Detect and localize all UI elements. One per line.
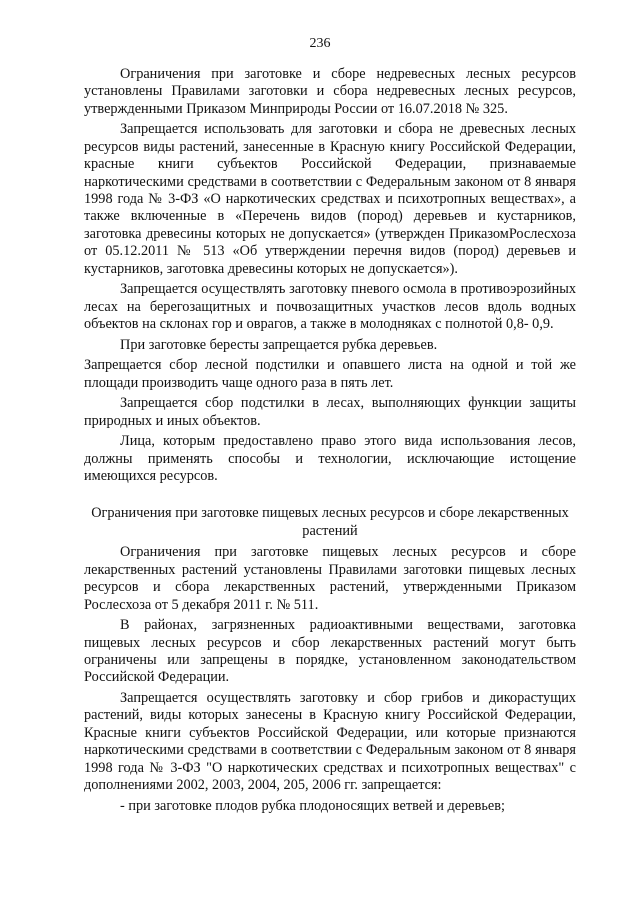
paragraph: Запрещается сбор лесной подстилки и опавшего листа на одной и той же площади производить чаще одного раза в пять лет. [84,357,576,391]
section-heading: Ограничения при заготовке пищевых лесных ресурсов и сборе лекарственных растений [91,505,569,539]
paragraph: Запрещается осуществлять заготовку пневого осмола в противоэрозийных лесах на берегозащитных и почвозащитных участков лесов вдоль водных объектов на склонах гор и оврагов, а также в молодняках с полнотой 0,8- 0,9. [84,281,576,333]
paragraph: Запрещается сбор подстилки в лесах, выполняющих функции защиты природных и иных объектов. [84,395,576,429]
list-item: - при заготовке плодов рубка плодоносящих ветвей и деревьев; [120,797,505,814]
paragraph: Запрещается использовать для заготовки и сбора не древесных лесных ресурсов виды растений, занесенные в Красную книгу Российской Федерации, красные книги субъектов Российской Федерации, признаваемые наркотическими средствами в соответствии с Федеральным законом от 8 января 1998 года № 3-ФЗ «О наркотических средствах и психотропных веществах», а также включенные в «Перечень видов (пород) деревьев и кустарников, заготовка древесины которых не допускается» (утвержден ПриказомРослесхоза от 05.12.2011 № 513 «Об утверждении перечня видов (пород) деревьев и кустарников, заготовка древесины которых не допускается»). [84,121,576,277]
paragraph: Запрещается осуществлять заготовку и сбор грибов и дикорастущих растений, виды которых занесены в Красную книгу Российской Федерации, Красные книги субъектов Российской Федерации, или которые признаются наркотическими средствами в соответствии с Федеральным законом от 8 января 1998 года № 3-ФЗ "О наркотических средствах и психотропных веществах" с дополнениями 2002, 2003, 2004, 205, 2006 гг. запрещается: [84,689,576,793]
paragraph: При заготовке бересты запрещается рубка деревьев. [120,336,438,353]
paragraph: Лица, которым предоставлено право этого вида использования лесов, должны применять способы и технологии, исключающие истощение имеющихся ресурсов. [84,433,576,485]
document-body [84,66,576,818]
paragraph: Ограничения при заготовке пищевых лесных ресурсов и сборе лекарственных растений установлены Правилами заготовки пищевых лесных ресурсов и сбора лекарственных растений, утвержденными Приказом Рослесхоза от 5 декабря 2011 г. № 511. [84,544,576,613]
page-number: 236 [309,36,331,51]
paragraph: В районах, загрязненных радиоактивными веществами, заготовка пищевых лесных ресурсов и сбор лекарственных растений могут быть ограничены или запрещены в порядке, установленном законодательством Российской Федерации. [84,617,576,686]
paragraph: Ограничения при заготовке и сборе недревесных лесных ресурсов установлены Правилами заготовки и сбора недревесных лесных ресурсов, утвержденными Приказом Минприроды России от 16.07.2018 № 325. [84,66,576,117]
